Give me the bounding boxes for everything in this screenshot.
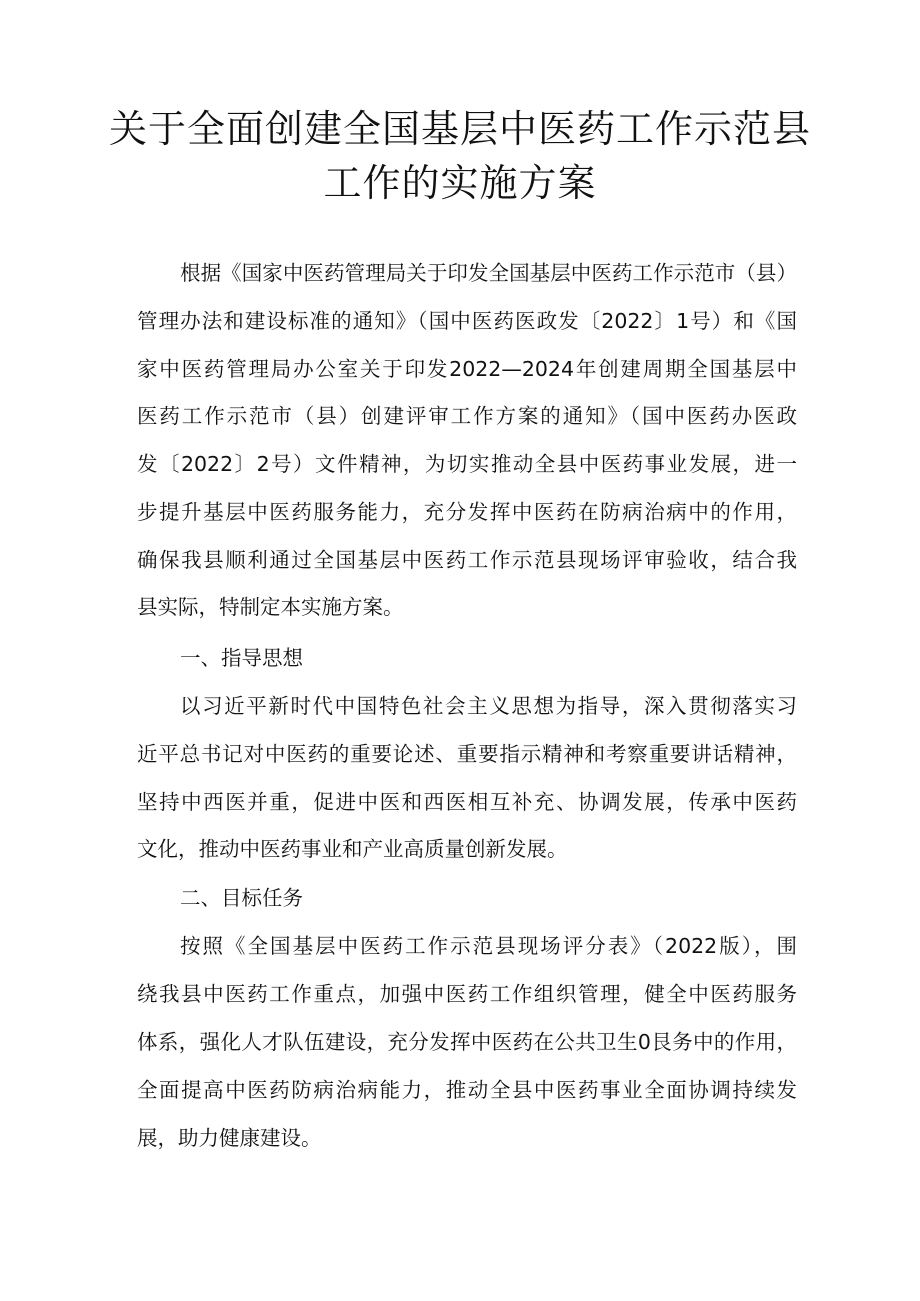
paragraph-2-line: 近平总书记对中医药的重要论述、重要指示精神和考察重要讲话精神， [137,742,797,766]
section-heading-2: 二、目标任务 [180,886,303,910]
paragraph-1-line: 根据《国家中医药管理局关于印发全国基层中医药工作示范市（县） [180,261,797,285]
paragraph-2-line: 坚持中西医并重，促进中医和西医相互补充、协调发展，传承中医药 [137,790,797,814]
paragraph-1-line: 医药工作示范市（县）创建评审工作方案的通知》（国中医药办医政 [137,404,797,428]
paragraph-3-line: 全面提高中医药防病治病能力，推动全县中医药事业全面协调持续发 [137,1078,797,1102]
paragraph-1-line: 发〔2022〕2号）文件精神，为切实推动全县中医药事业发展，进一 [137,452,797,476]
paragraph-3-line: 按照《全国基层中医药工作示范县现场评分表》（2022版），围 [180,934,797,958]
paragraph-1-line: 确保我县顺利通过全国基层中医药工作示范县现场评审验收，结合我 [137,548,797,572]
paragraph-3-line: 展，助力健康建设。 [137,1126,322,1150]
section-heading-1: 一、指导思想 [180,646,303,670]
document-title-line-1: 关于全面创建全国基层中医药工作示范县 [108,107,811,151]
paragraph-2-line: 文化，推动中医药事业和产业高质量创新发展。 [137,837,568,861]
paragraph-1-line: 步提升基层中医药服务能力，充分发挥中医药在防病治病中的作用， [137,500,797,524]
paragraph-1-line: 县实际，特制定本实施方案。 [137,595,404,619]
paragraph-2-line: 以习近平新时代中国特色社会主义思想为指导，深入贯彻落实习 [180,694,797,718]
paragraph-3-line: 绕我县中医药工作重点，加强中医药工作组织管理，健全中医药服务 [137,982,797,1006]
paragraph-1-line: 家中医药管理局办公室关于印发2022—2024年创建周期全国基层中 [137,357,797,381]
paragraph-1-line: 管理办法和建设标准的通知》（国中医药医政发〔2022〕1号）和《国 [137,309,797,333]
paragraph-3-line: 体系，强化人才队伍建设，充分发挥中医药在公共卫生0艮务中的作用， [137,1030,797,1054]
document-title-line-2: 工作的实施方案 [323,161,597,205]
